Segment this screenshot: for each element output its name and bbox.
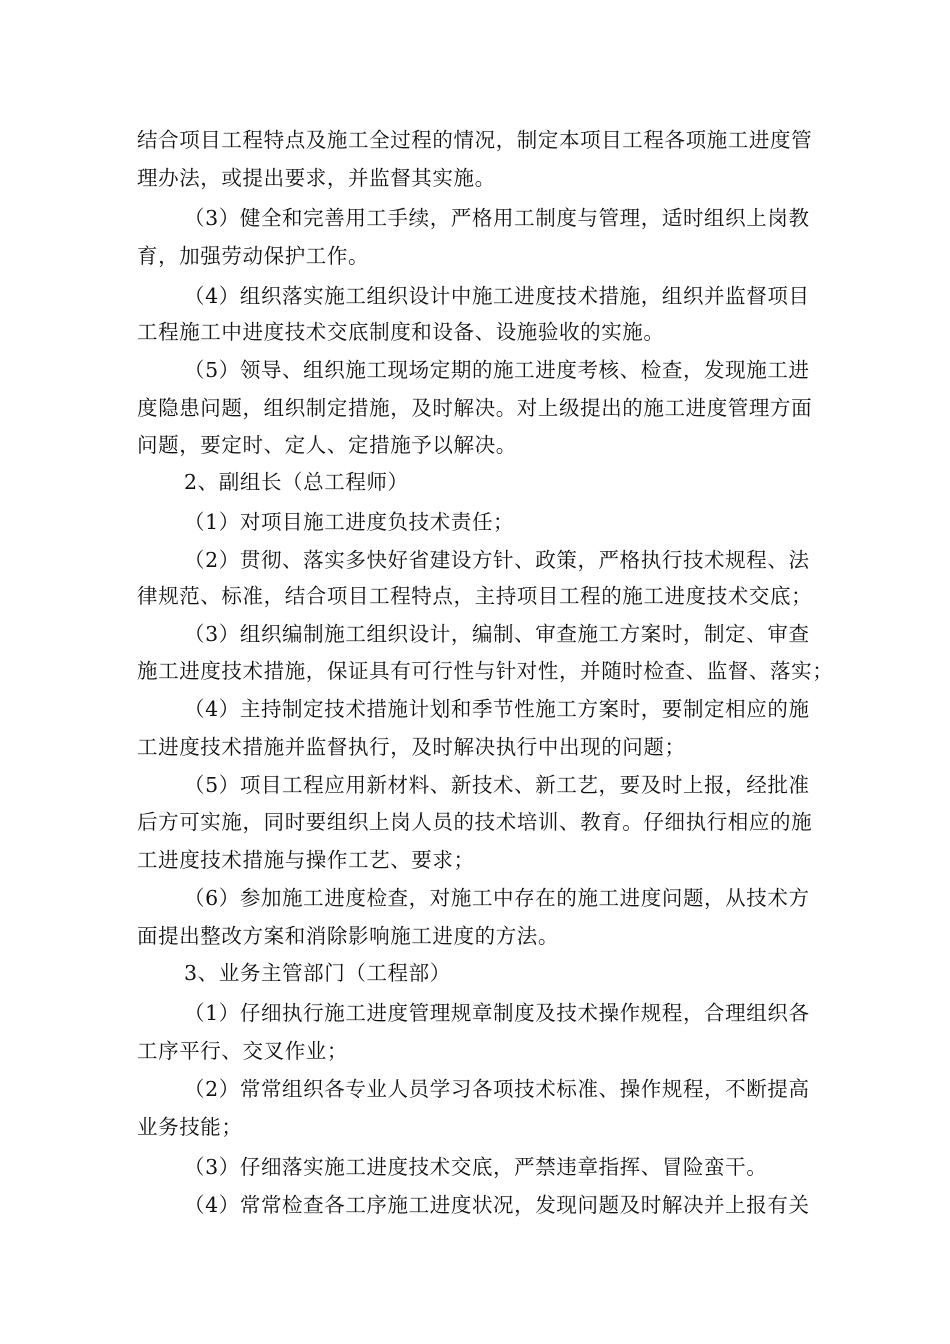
- paragraph-line: 工进度技术措施与操作工艺、要求；: [137, 848, 475, 872]
- paragraph-line: 后方可实施，同时要组织上岗人员的技术培训、教育。仔细执行相应的施: [137, 810, 813, 834]
- paragraph-line: 业务技能；: [137, 1115, 243, 1139]
- paragraph-line: （1）仔细执行施工进度管理规章制度及技术操作规程，合理组织各: [184, 1001, 810, 1025]
- paragraph-line: 度隐患问题，组织制定措施，及时解决。对上级提出的施工进度管理方面: [137, 396, 813, 420]
- paragraph-line: 面提出整改方案和消除影响施工进度的方法。: [137, 924, 559, 948]
- paragraph-line: （5）项目工程应用新材料、新技术、新工艺，要及时上报，经批准: [184, 773, 810, 797]
- paragraph-line: （3）组织编制施工组织设计，编制、审查施工方案时，制定、审查: [184, 622, 810, 646]
- paragraph-line: （1）对项目施工进度负技术责任；: [184, 510, 515, 534]
- paragraph-line: 育，加强劳动保护工作。: [137, 244, 370, 268]
- paragraph-line: （3）仔细落实施工进度技术交底，严禁违章指挥、冒险蛮干。: [184, 1155, 768, 1179]
- paragraph-line: 施工进度技术措施，保证具有可行性与针对性，并随时检查、监督、落实；: [137, 659, 834, 683]
- section-heading: 2、副组长（总工程师）: [184, 470, 409, 494]
- paragraph-line: （4）常常检查各工序施工进度状况，发现问题及时解决并上报有关: [184, 1193, 810, 1217]
- paragraph-line: （6）参加施工进度检查，对施工中存在的施工进度问题，从技术方: [184, 886, 810, 910]
- paragraph-line: 问题，要定时、定人、定措施予以解决。: [137, 433, 517, 457]
- paragraph-line: （4）主持制定技术措施计划和季节性施工方案时，要制定相应的施: [184, 697, 810, 721]
- paragraph-line: 理办法，或提出要求，并监督其实施。: [137, 166, 496, 190]
- paragraph-line: （2）贯彻、落实多快好省建设方针、政策，严格执行技术规程、法: [184, 548, 810, 572]
- section-heading: 3、业务主管部门（工程部）: [184, 961, 451, 985]
- paragraph-line: 工序平行、交叉作业；: [137, 1039, 348, 1063]
- paragraph-line: 律规范、标准，结合项目工程特点，主持项目工程的施工进度技术交底；: [137, 584, 813, 608]
- paragraph-line: （3）健全和完善用工手续，严格用工制度与管理，适时组织上岗教: [184, 206, 810, 230]
- paragraph-line: （2）常常组织各专业人员学习各项技术标准、操作规程，不断提高: [184, 1077, 810, 1101]
- paragraph-line: 结合项目工程特点及施工全过程的情况，制定本项目工程各项施工进度管: [137, 128, 813, 152]
- paragraph-line: （4）组织落实施工组织设计中施工进度技术措施，组织并监督项目: [184, 284, 810, 308]
- paragraph-line: （5）领导、组织施工现场定期的施工进度考核、检查，发现施工进: [184, 358, 810, 382]
- paragraph-line: 工程施工中进度技术交底制度和设备、设施验收的实施。: [137, 320, 665, 344]
- paragraph-line: 工进度技术措施并监督执行，及时解决执行中出现的问题；: [137, 735, 686, 759]
